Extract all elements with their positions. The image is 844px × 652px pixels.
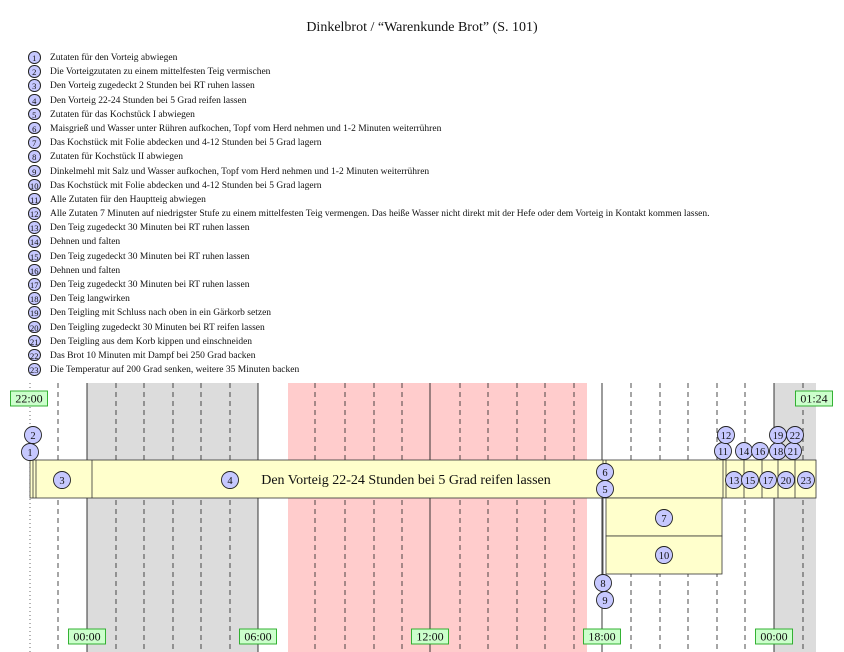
step-number-badge: 17 [30, 280, 39, 290]
step-text: Den Teigling aus dem Korb kippen und einschneiden [50, 336, 253, 347]
step-number-badge: 19 [30, 308, 39, 319]
time-label: 06:00 [244, 629, 272, 644]
step-number-badge: 8 [28, 150, 41, 163]
step-number-badge: 9 [28, 165, 41, 178]
step-number-badge: 23 [30, 365, 39, 376]
step-number-badge: 5 [28, 108, 41, 121]
step-text: Dehnen und falten [50, 237, 121, 248]
step-number-badge: 1 [28, 51, 41, 64]
step-marker-number: 9 [602, 596, 608, 607]
step-marker-number: 7 [661, 514, 667, 525]
step-marker-number: 1 [27, 448, 33, 459]
step-text: Maisgrieß und Wasser unter Rühren aufkochen, Topf vom Herd nehmen und 1-2 Minuten weiterrühren [50, 123, 442, 134]
step-text: Den Teig zugedeckt 30 Minuten bei RT ruhen lassen [50, 223, 250, 234]
time-label: 22:00 [15, 391, 43, 406]
main-bar-label: Den Vorteig 22-24 Stunden bei 5 Grad reifen lassen [261, 473, 551, 488]
step-marker-number: 20 [780, 476, 792, 487]
step-text: Den Teigling mit Schluss nach oben in ein Gärkorb setzen [50, 308, 272, 319]
step-marker-number: 18 [772, 447, 784, 458]
step-marker-number: 21 [787, 447, 799, 458]
step-text: Das Kochstück mit Folie abdecken und 4-12 Stunden bei 5 Grad lagern [50, 138, 322, 149]
step-number-badge: 4 [28, 94, 41, 107]
step-number-badge: 21 [30, 336, 39, 347]
step-number-badge: 6 [28, 122, 41, 135]
step-marker-number: 11 [717, 447, 729, 458]
time-label: 12:00 [416, 629, 444, 644]
step-text: Zutaten für den Vorteig abwiegen [50, 53, 178, 63]
page-title: Dinkelbrot / “Warenkunde Brot” (S. 101) [306, 20, 538, 35]
step-marker-number: 3 [59, 476, 65, 487]
step-marker-number: 23 [800, 476, 812, 487]
step-text: Den Teig langwirken [50, 294, 130, 305]
step-text: Die Temperatur auf 200 Grad senken, weitere 35 Minuten backen [50, 365, 300, 376]
step-number-badge: 2 [28, 65, 41, 78]
step-marker-number: 19 [772, 431, 784, 442]
step-text: Zutaten für Kochstück II abwiegen [50, 152, 183, 163]
step-text: Das Kochstück mit Folie abdecken und 4-12 Stunden bei 5 Grad lagern [50, 180, 322, 191]
step-number-badge: 22 [30, 350, 39, 361]
time-label: 00:00 [73, 629, 101, 644]
step-marker-number: 10 [658, 551, 670, 562]
step-marker-number: 17 [762, 476, 774, 487]
step-text: Den Vorteig zugedeckt 2 Stunden bei RT ruhen lassen [50, 81, 255, 92]
step-text: Alle Zutaten 7 Minuten auf niedrigster Stufe zu einem mittelfesten Teig vermengen. Das heiße Wasser nicht direkt mit der Hefe oder dem Vorteig in Kontakt kommen lassen. [50, 209, 710, 220]
warm-band [288, 383, 587, 652]
night-band [87, 383, 258, 652]
step-text: Alle Zutaten für den Hauptteig abwiegen [50, 194, 206, 205]
time-label: 18:00 [588, 629, 616, 644]
step-marker-number: 15 [744, 476, 756, 487]
step-marker-number: 6 [602, 468, 608, 479]
step-number-badge: 12 [30, 209, 39, 220]
step-marker-number: 8 [600, 579, 606, 590]
time-label: 01:24 [800, 391, 828, 406]
step-marker-number: 22 [789, 431, 801, 442]
step-number-badge: 15 [30, 251, 39, 262]
step-marker-number: 16 [754, 447, 766, 458]
step-text: Die Vorteigzutaten zu einem mittelfesten Teig vermischen [50, 67, 271, 78]
step-text: Dehnen und falten [50, 265, 121, 276]
step-marker-number: 12 [720, 431, 732, 442]
step-number-badge: 14 [30, 237, 39, 248]
step-text: Den Teig zugedeckt 30 Minuten bei RT ruhen lassen [50, 280, 250, 290]
step-number-badge: 3 [28, 79, 41, 92]
time-label: 00:00 [760, 629, 788, 644]
step-number-badge: 13 [30, 223, 39, 234]
step-marker-number: 2 [30, 431, 36, 442]
step-number-badge: 11 [28, 193, 41, 206]
step-text: Den Teigling zugedeckt 30 Minuten bei RT reifen lassen [50, 322, 265, 333]
step-number-badge: 18 [30, 294, 39, 305]
step-marker-number: 4 [227, 476, 233, 487]
step-marker-number: 13 [728, 476, 740, 487]
step-number-badge: 20 [30, 322, 39, 333]
step-marker-number: 5 [602, 485, 608, 496]
step-text: Den Vorteig 22-24 Stunden bei 5 Grad reifen lassen [50, 95, 247, 106]
step-text: Das Brot 10 Minuten mit Dampf bei 250 Grad backen [50, 350, 256, 361]
step-text: Den Teig zugedeckt 30 Minuten bei RT ruhen lassen [50, 251, 250, 262]
step-number-badge: 10 [30, 180, 39, 191]
step-text: Dinkelmehl mit Salz und Wasser aufkochen, Topf vom Herd nehmen und 1-2 Minuten weiterrühren [50, 166, 430, 177]
step-number-badge: 7 [28, 136, 41, 149]
step-text: Zutaten für das Kochstück I abwiegen [50, 109, 195, 120]
step-marker-number: 14 [738, 447, 750, 458]
step-number-badge: 16 [30, 265, 39, 276]
night-band [774, 383, 816, 652]
